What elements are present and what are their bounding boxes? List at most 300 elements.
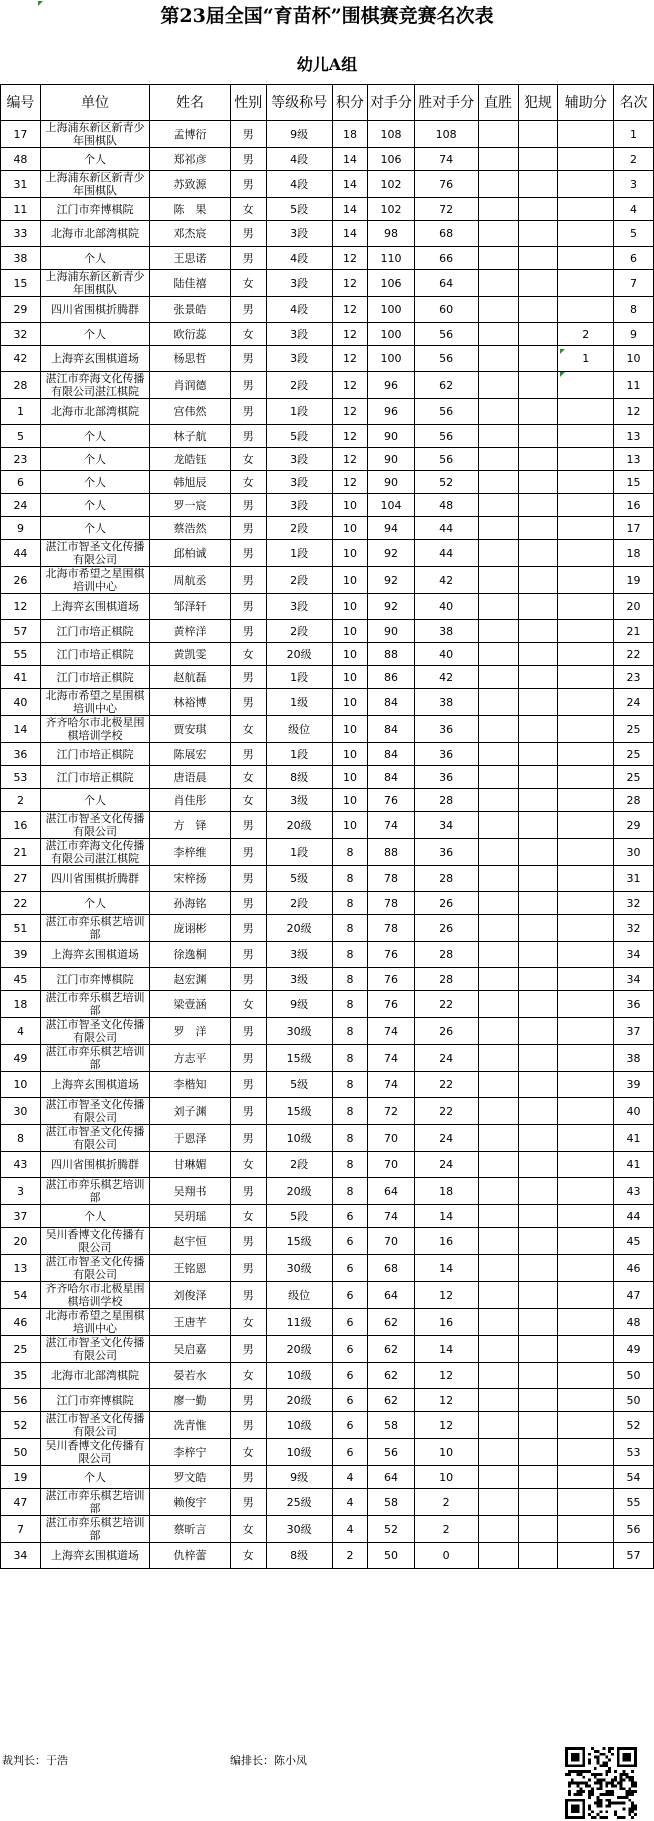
col-aux-score-cell: [558, 567, 614, 594]
col-level-cell: 20级: [266, 915, 332, 942]
col-sex-cell: 女: [230, 1543, 266, 1569]
col-direct-win-cell: [478, 121, 518, 148]
col-aux-score-cell: [558, 1389, 614, 1412]
col-aux-score-cell: [558, 812, 614, 839]
col-direct-win-cell: [478, 1152, 518, 1178]
qr-code-icon: [565, 1747, 637, 1819]
col-unit-cell: 个人: [40, 448, 149, 471]
col-opponent-score-cell: 90: [368, 471, 414, 494]
col-rank-cell: 30: [614, 839, 654, 866]
table-row: [1, 1205, 654, 1228]
col-direct-win-cell: [478, 689, 518, 716]
col-foul-cell: [518, 1255, 558, 1282]
col-id-cell: 20: [1, 1228, 41, 1255]
col-sex-cell: 女: [230, 1152, 266, 1178]
col-level-cell: 4段: [266, 171, 332, 198]
col-direct-win-cell: [478, 1282, 518, 1309]
col-id-cell: 31: [1, 171, 41, 198]
col-level-cell: 11级: [266, 1309, 332, 1336]
col-level-cell: 4段: [266, 148, 332, 171]
table-row: [1, 270, 654, 297]
col-id-cell: 6: [1, 471, 41, 494]
col-id-header: 编号: [1, 85, 41, 121]
col-level-cell: 4段: [266, 297, 332, 323]
col-sex-cell: 男: [230, 812, 266, 839]
col-unit-cell: 北海市北部湾棋院: [40, 1363, 149, 1389]
col-sex-cell: 男: [230, 866, 266, 892]
col-rank-cell: 41: [614, 1125, 654, 1152]
col-foul-cell: [518, 372, 558, 399]
col-unit-cell: 上海弈玄围棋道场: [40, 594, 149, 620]
group-title: 幼儿A组: [296, 55, 358, 74]
table-row: [1, 148, 654, 171]
col-name-cell: 陆佳禧: [150, 270, 231, 297]
col-id-cell: 40: [1, 689, 41, 716]
col-foul-cell: [518, 247, 558, 270]
col-rank-cell: 23: [614, 666, 654, 689]
col-foul-cell: [518, 620, 558, 643]
col-foul-cell: [518, 448, 558, 471]
col-name-cell: 晏若水: [150, 1363, 231, 1389]
col-sex-cell: 男: [230, 399, 266, 425]
col-direct-win-cell: [478, 1389, 518, 1412]
col-aux-score-cell: 1: [558, 346, 614, 372]
col-sex-cell: 男: [230, 1125, 266, 1152]
col-rank-cell: 12: [614, 399, 654, 425]
col-id-cell: 56: [1, 1389, 41, 1412]
col-unit-cell: 江门市弈博棋院: [40, 198, 149, 221]
col-points-cell: 12: [332, 323, 368, 346]
col-rank-cell: 9: [614, 323, 654, 346]
col-foul-cell: [518, 540, 558, 567]
col-points-cell: 6: [332, 1389, 368, 1412]
col-foul-cell: [518, 643, 558, 666]
col-unit-cell: 个人: [40, 425, 149, 448]
col-level-cell: 20级: [266, 643, 332, 666]
col-unit-cell: 湛江市智圣文化传播有限公司: [40, 1098, 149, 1125]
col-unit-cell: 北海市希望之星围棋培训中心: [40, 567, 149, 594]
col-sex-cell: 男: [230, 346, 266, 372]
col-name-cell: 李梓维: [150, 839, 231, 866]
page-title: 第23届全国“育苗杯”围棋赛竞赛名次表: [160, 5, 494, 27]
col-points-cell: 10: [332, 517, 368, 540]
col-foul-cell: [518, 1125, 558, 1152]
referee-signature: 裁判长：于浩: [2, 1754, 68, 1767]
col-beaten-opponent-score-cell: 56: [414, 323, 478, 346]
col-foul-cell: [518, 766, 558, 789]
col-level-cell: 1段: [266, 743, 332, 766]
table-row: [1, 1489, 654, 1516]
col-direct-win-cell: [478, 915, 518, 942]
col-unit-cell: 北海市希望之星围棋培训中心: [40, 1309, 149, 1336]
col-points-cell: 6: [332, 1282, 368, 1309]
col-sex-cell: 男: [230, 594, 266, 620]
col-foul-cell: [518, 1309, 558, 1336]
col-id-cell: 17: [1, 121, 41, 148]
col-unit-cell: 湛江市智圣文化传播有限公司: [40, 540, 149, 567]
col-id-cell: 10: [1, 1072, 41, 1098]
table-row: [1, 991, 654, 1018]
col-foul-cell: [518, 297, 558, 323]
col-level-cell: 10级: [266, 1412, 332, 1439]
cell-comment-mark: [560, 349, 565, 354]
col-aux-score-cell: [558, 1178, 614, 1205]
col-name-cell: 宋梓扬: [150, 866, 231, 892]
col-unit-cell: 湛江市弈乐棋艺培训部: [40, 1516, 149, 1543]
col-direct-win-cell: [478, 743, 518, 766]
col-foul-cell: [518, 594, 558, 620]
col-name-cell: 刘俊泽: [150, 1282, 231, 1309]
col-direct-win-cell: [478, 471, 518, 494]
col-aux-score-cell: [558, 540, 614, 567]
col-direct-win-cell: [478, 1466, 518, 1489]
col-beaten-opponent-score-cell: 2: [414, 1516, 478, 1543]
col-level-cell: 2段: [266, 892, 332, 915]
col-name-header: 姓名: [150, 85, 231, 121]
col-points-cell: 8: [332, 991, 368, 1018]
col-foul-cell: [518, 198, 558, 221]
col-sex-cell: 男: [230, 425, 266, 448]
col-sex-cell: 男: [230, 247, 266, 270]
col-direct-win-cell: [478, 494, 518, 517]
col-rank-cell: 55: [614, 1489, 654, 1516]
col-sex-cell: 女: [230, 716, 266, 743]
col-unit-cell: 齐齐哈尔市北极星围棋培训学校: [40, 1282, 149, 1309]
col-sex-cell: 女: [230, 1363, 266, 1389]
col-direct-win-cell: [478, 1336, 518, 1363]
col-rank-cell: 21: [614, 620, 654, 643]
col-points-cell: 8: [332, 1045, 368, 1072]
col-name-cell: 邹泽轩: [150, 594, 231, 620]
col-unit-cell: 江门市培正棋院: [40, 743, 149, 766]
col-opponent-score-cell: 110: [368, 247, 414, 270]
table-row: [1, 297, 654, 323]
col-name-cell: 王唐芊: [150, 1309, 231, 1336]
table-row: [1, 1389, 654, 1412]
col-opponent-score-cell: 58: [368, 1412, 414, 1439]
col-direct-win-cell: [478, 540, 518, 567]
table-row: [1, 1439, 654, 1466]
table-row: [1, 1412, 654, 1439]
col-beaten-opponent-score-cell: 40: [414, 643, 478, 666]
col-aux-score-cell: [558, 716, 614, 743]
col-unit-cell: 上海弈玄围棋道场: [40, 1543, 149, 1569]
col-level-cell: 1段: [266, 839, 332, 866]
col-sex-cell: 女: [230, 448, 266, 471]
col-unit-cell: 个人: [40, 892, 149, 915]
table-row: [1, 594, 654, 620]
col-name-cell: 方 铎: [150, 812, 231, 839]
table-row: [1, 346, 654, 372]
table-row: [1, 171, 654, 198]
col-points-cell: 10: [332, 567, 368, 594]
col-level-cell: 9级: [266, 1466, 332, 1489]
col-level-cell: 10级: [266, 1125, 332, 1152]
col-level-cell: 5级: [266, 1072, 332, 1098]
col-foul-cell: [518, 121, 558, 148]
col-sex-cell: 男: [230, 171, 266, 198]
col-points-cell: 8: [332, 968, 368, 991]
col-sex-cell: 男: [230, 121, 266, 148]
col-opponent-score-cell: 106: [368, 148, 414, 171]
col-rank-cell: 37: [614, 1018, 654, 1045]
col-unit-cell: 湛江市弈海文化传播有限公司湛江棋院: [40, 839, 149, 866]
col-id-cell: 51: [1, 915, 41, 942]
col-points-cell: 6: [332, 1309, 368, 1336]
col-name-cell: 林裕博: [150, 689, 231, 716]
col-beaten-opponent-score-cell: 36: [414, 716, 478, 743]
col-beaten-opponent-score-cell: 26: [414, 915, 478, 942]
col-direct-win-cell: [478, 517, 518, 540]
col-points-cell: 6: [332, 1205, 368, 1228]
col-beaten-opponent-score-cell: 26: [414, 892, 478, 915]
table-row: [1, 198, 654, 221]
col-name-cell: 张景皓: [150, 297, 231, 323]
col-sex-cell: 女: [230, 1516, 266, 1543]
col-unit-cell: 湛江市弈乐棋艺培训部: [40, 915, 149, 942]
col-rank-cell: 47: [614, 1282, 654, 1309]
col-points-cell: 8: [332, 1018, 368, 1045]
col-name-cell: 刘子渊: [150, 1098, 231, 1125]
col-level-cell: 3段: [266, 594, 332, 620]
col-opponent-score-cell: 86: [368, 666, 414, 689]
col-sex-cell: 男: [230, 1255, 266, 1282]
col-points-cell: 6: [332, 1336, 368, 1363]
col-beaten-opponent-score-cell: 22: [414, 1072, 478, 1098]
col-name-cell: 赖俊宇: [150, 1489, 231, 1516]
table-row: [1, 494, 654, 517]
col-beaten-opponent-score-cell: 36: [414, 743, 478, 766]
col-beaten-opponent-score-cell: 62: [414, 372, 478, 399]
col-foul-cell: [518, 689, 558, 716]
col-opponent-score-cell: 90: [368, 448, 414, 471]
col-opponent-score-cell: 70: [368, 1228, 414, 1255]
col-unit-cell: 个人: [40, 471, 149, 494]
col-direct-win-cell: [478, 991, 518, 1018]
col-direct-win-cell: [478, 1255, 518, 1282]
col-name-cell: 冼青惟: [150, 1412, 231, 1439]
col-rank-cell: 13: [614, 425, 654, 448]
col-foul-cell: [518, 567, 558, 594]
col-foul-cell: [518, 743, 558, 766]
col-unit-cell: 上海浦东新区新青少年围棋队: [40, 270, 149, 297]
col-sex-cell: 男: [230, 1098, 266, 1125]
col-unit-cell: 个人: [40, 789, 149, 812]
col-id-cell: 47: [1, 1489, 41, 1516]
col-opponent-score-cell: 64: [368, 1178, 414, 1205]
col-level-cell: 3段: [266, 448, 332, 471]
col-foul-cell: [518, 1489, 558, 1516]
col-beaten-opponent-score-cell: 56: [414, 399, 478, 425]
col-rank-cell: 46: [614, 1255, 654, 1282]
col-foul-cell: [518, 1389, 558, 1412]
col-rank-cell: 20: [614, 594, 654, 620]
col-opponent-score-cell: 58: [368, 1489, 414, 1516]
col-sex-cell: 男: [230, 1336, 266, 1363]
col-aux-score-cell: [558, 666, 614, 689]
col-rank-cell: 11: [614, 372, 654, 399]
col-id-cell: 22: [1, 892, 41, 915]
col-opponent-score-cell: 88: [368, 839, 414, 866]
col-foul-cell: [518, 839, 558, 866]
col-points-cell: 10: [332, 594, 368, 620]
table-row: [1, 766, 654, 789]
col-level-cell: 3段: [266, 323, 332, 346]
col-name-cell: 廖一勤: [150, 1389, 231, 1412]
col-foul-cell: [518, 1439, 558, 1466]
col-points-cell: 12: [332, 270, 368, 297]
col-aux-score-cell: [558, 121, 614, 148]
col-direct-win-cell: [478, 323, 518, 346]
col-aux-score-cell: [558, 1466, 614, 1489]
col-rank-cell: 25: [614, 743, 654, 766]
col-name-cell: 孙海铭: [150, 892, 231, 915]
table-row: [1, 866, 654, 892]
col-beaten-opponent-score-cell: 28: [414, 968, 478, 991]
col-foul-cell: [518, 1363, 558, 1389]
col-direct-win-cell: [478, 666, 518, 689]
col-sex-cell: 男: [230, 567, 266, 594]
col-sex-cell: 男: [230, 372, 266, 399]
col-points-cell: 8: [332, 866, 368, 892]
col-name-cell: 赵宇恒: [150, 1228, 231, 1255]
col-direct-win-cell: [478, 942, 518, 968]
col-aux-score-cell: [558, 968, 614, 991]
col-unit-cell: 湛江市智圣文化传播有限公司: [40, 1018, 149, 1045]
col-points-cell: 12: [332, 346, 368, 372]
col-rank-cell: 18: [614, 540, 654, 567]
col-rank-cell: 13: [614, 448, 654, 471]
col-level-cell: 5级: [266, 866, 332, 892]
col-aux-score-cell: [558, 1516, 614, 1543]
col-points-cell: 18: [332, 121, 368, 148]
col-id-cell: 18: [1, 991, 41, 1018]
col-aux-score-cell: [558, 270, 614, 297]
col-level-cell: 15级: [266, 1045, 332, 1072]
col-foul-cell: [518, 892, 558, 915]
col-beaten-opponent-score-cell: 42: [414, 567, 478, 594]
col-id-cell: 54: [1, 1282, 41, 1309]
col-name-cell: 徐逸桐: [150, 942, 231, 968]
col-beaten-opponent-score-cell: 74: [414, 148, 478, 171]
col-sex-header: 性别: [230, 85, 266, 121]
col-sex-cell: 男: [230, 1228, 266, 1255]
col-beaten-opponent-score-cell: 44: [414, 517, 478, 540]
col-beaten-opponent-score-cell: 24: [414, 1152, 478, 1178]
table-row: [1, 1178, 654, 1205]
col-name-cell: 赵宏渊: [150, 968, 231, 991]
col-unit-cell: 个人: [40, 1466, 149, 1489]
col-rank-cell: 45: [614, 1228, 654, 1255]
col-points-cell: 12: [332, 448, 368, 471]
col-rank-cell: 52: [614, 1412, 654, 1439]
col-points-cell: 8: [332, 915, 368, 942]
col-points-cell: 10: [332, 716, 368, 743]
col-level-cell: 30级: [266, 1018, 332, 1045]
col-foul-cell: [518, 494, 558, 517]
col-points-cell: 6: [332, 1439, 368, 1466]
col-points-cell: 10: [332, 494, 368, 517]
col-rank-cell: 16: [614, 494, 654, 517]
col-opponent-score-cell: 72: [368, 1098, 414, 1125]
col-points-cell: 10: [332, 689, 368, 716]
col-opponent-score-cell: 84: [368, 716, 414, 743]
col-unit-cell: 个人: [40, 517, 149, 540]
col-aux-score-cell: [558, 1152, 614, 1178]
col-sex-cell: 男: [230, 942, 266, 968]
col-unit-cell: 北海市北部湾棋院: [40, 399, 149, 425]
col-opponent-score-cell: 108: [368, 121, 414, 148]
col-sex-cell: 男: [230, 892, 266, 915]
col-id-cell: 33: [1, 221, 41, 247]
col-level-cell: 3段: [266, 346, 332, 372]
col-beaten-opponent-score-cell: 28: [414, 789, 478, 812]
table-row: [1, 448, 654, 471]
col-foul-cell: [518, 991, 558, 1018]
col-beaten-opponent-score-cell: 68: [414, 221, 478, 247]
col-opponent-score-cell: 78: [368, 915, 414, 942]
col-foul-cell: [518, 1045, 558, 1072]
col-points-cell: 6: [332, 1412, 368, 1439]
ranking-rows: [1, 121, 654, 1569]
col-points-cell: 6: [332, 1228, 368, 1255]
col-unit-cell: 湛江市弈乐棋艺培训部: [40, 991, 149, 1018]
col-opponent-score-cell: 64: [368, 1466, 414, 1489]
col-aux-score-cell: [558, 789, 614, 812]
col-rank-cell: 2: [614, 148, 654, 171]
col-foul-cell: [518, 666, 558, 689]
col-beaten-opponent-score-cell: 12: [414, 1412, 478, 1439]
col-direct-win-cell: [478, 1125, 518, 1152]
col-level-cell: 5段: [266, 198, 332, 221]
col-opponent-score-cell: 100: [368, 297, 414, 323]
col-foul-cell: [518, 968, 558, 991]
col-id-cell: 12: [1, 594, 41, 620]
col-unit-cell: 齐齐哈尔市北极星围棋培训学校: [40, 716, 149, 743]
col-direct-win-cell: [478, 643, 518, 666]
col-beaten-opponent-score-cell: 26: [414, 1018, 478, 1045]
col-name-cell: 贾安琪: [150, 716, 231, 743]
col-opponent-score-cell: 56: [368, 1439, 414, 1466]
col-direct-win-cell: [478, 1228, 518, 1255]
col-sex-cell: 男: [230, 620, 266, 643]
col-direct-win-cell: [478, 399, 518, 425]
col-opponent-score-cell: 78: [368, 866, 414, 892]
col-name-cell: 欧衍蕊: [150, 323, 231, 346]
col-points-cell: 8: [332, 1152, 368, 1178]
col-direct-win-cell: [478, 789, 518, 812]
col-aux-score-cell: [558, 198, 614, 221]
table-row: [1, 517, 654, 540]
col-direct-win-cell: [478, 425, 518, 448]
col-direct-win-cell: [478, 812, 518, 839]
col-id-cell: 32: [1, 323, 41, 346]
col-level-cell: 30级: [266, 1255, 332, 1282]
col-unit-cell: 吴川香博文化传播有限公司: [40, 1228, 149, 1255]
col-name-cell: 龙皓钰: [150, 448, 231, 471]
col-beaten-opponent-score-cell: 0: [414, 1543, 478, 1569]
col-opponent-score-cell: 62: [368, 1363, 414, 1389]
col-points-cell: 10: [332, 540, 368, 567]
col-rank-cell: 32: [614, 915, 654, 942]
col-beaten-opponent-score-cell: 14: [414, 1336, 478, 1363]
col-level-cell: 级位: [266, 1282, 332, 1309]
col-aux-score-cell: [558, 1309, 614, 1336]
col-unit-cell: 湛江市智圣文化传播有限公司: [40, 1255, 149, 1282]
col-level-cell: 级位: [266, 716, 332, 743]
col-unit-cell: 上海弈玄围棋道场: [40, 346, 149, 372]
col-foul-cell: [518, 171, 558, 198]
